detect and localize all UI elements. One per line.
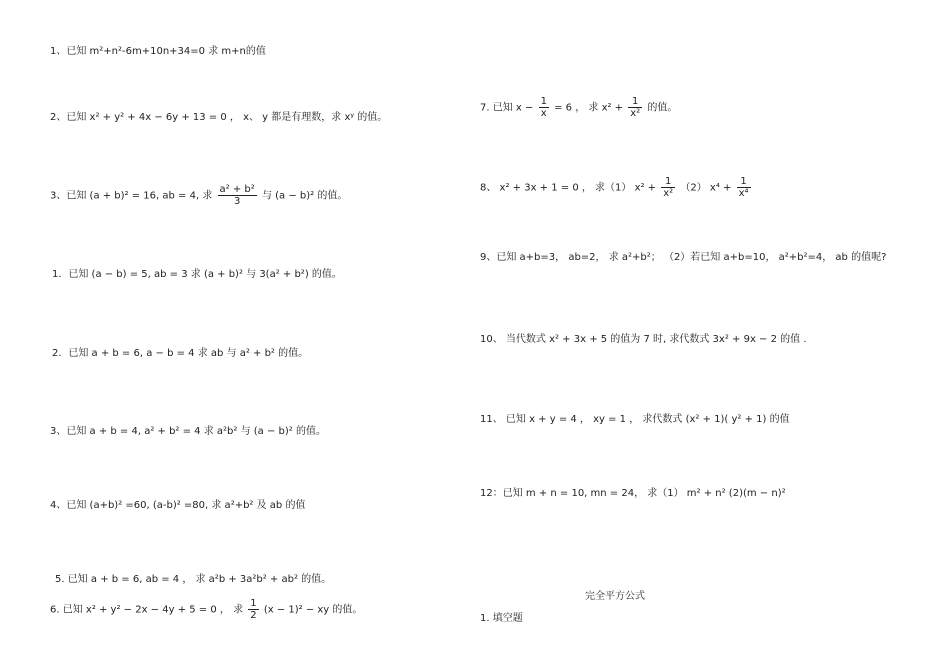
problem-7-fraction-a [539, 96, 549, 119]
problem-2: 2、已知 x² + y² + 4x − 6y + 13 = 0 ， x、 y 都是有理数，求 xʸ 的值。 [50, 112, 388, 123]
fraction-denominator: 3 [233, 196, 241, 207]
problem-4: 4、已知 (a+b)² =60, (a-b)² =80, 求 a²+b² 及 ab 的值 [50, 500, 306, 511]
problem-12: 12：已知 m + n = 10, mn = 24， 求（1） m² + n² (2)(m − n)² [480, 488, 786, 499]
problem-3-pre: 3、已知 (a + b)² = 16, ab = 4, 求 [50, 190, 213, 202]
fraction-numerator: 1 [661, 176, 675, 188]
fraction-denominator: x² [630, 108, 641, 119]
problem-3-fraction [218, 184, 257, 207]
problem-2b: 2．已知 a + b = 6, a − b = 4 求 ab 与 a² + b² 的值。 [52, 348, 309, 359]
problem-10: 10、 当代数式 x² + 3x + 5 的值为 7 时, 求代数式 3x² + 9x − 2 的值 . [480, 334, 807, 345]
problem-1: 1、已知 m²+n²-6m+10n+34=0 求 m+n的值 [50, 46, 266, 57]
section-title: 完全平方公式 [585, 591, 645, 602]
problem-7-mid: = 6 ， 求 x² + [554, 102, 624, 114]
fraction-numerator: 1 [628, 96, 642, 108]
problem-9: 9、已知 a+b=3， ab=2， 求 a²+b²； （2）若已知 a+b=10， a²+b²=4， ab 的值呢? [480, 252, 887, 263]
fraction-numerator: 1 [737, 176, 751, 188]
problem-8-fraction-b [737, 176, 751, 199]
problem-1b: 1．已知 (a − b) = 5, ab = 3 求 (a + b)² 与 3(a² + b²) 的值。 [52, 269, 342, 280]
problem-7-post: 的值。 [647, 102, 678, 114]
problem-8-mid: （2） x⁴ + [680, 182, 732, 194]
fraction-numerator: 1 [250, 598, 257, 609]
problem-6-post: (x − 1)² − xy 的值。 [263, 604, 363, 616]
fraction-numerator: a² + b² [219, 184, 255, 195]
section-item-fill-blank: 1. 填空题 [480, 613, 523, 624]
fraction-denominator: 2 [250, 610, 257, 621]
fraction-denominator: x [540, 108, 547, 119]
problem-8 [480, 176, 753, 199]
problem-7-fraction-b [628, 96, 642, 119]
problem-8-pre: 8、 x² + 3x + 1 = 0 ， 求（1） x² + [480, 182, 657, 194]
problem-3-post: 与 (a − b)² 的值。 [261, 190, 348, 202]
problem-8-fraction-a [661, 176, 675, 199]
problem-6-fraction [248, 598, 258, 621]
problem-5: 5. 已知 a + b = 6, ab = 4 ， 求 a²b + 3a²b² + ab² 的值。 [55, 574, 332, 585]
problem-6 [50, 598, 362, 621]
problem-3 [50, 184, 347, 207]
fraction-denominator: x⁴ [738, 188, 749, 199]
fraction-denominator: x² [663, 188, 674, 199]
problem-6-pre: 6. 已知 x² + y² − 2x − 4y + 5 = 0 ， 求 [50, 604, 244, 616]
problem-11: 11、 已知 x + y = 4 ， xy = 1 ， 求代数式 (x² + 1)( y² + 1) 的值 [480, 414, 790, 425]
problem-3b: 3、已知 a + b = 4, a² + b² = 4 求 a²b² 与 (a − b)² 的值。 [50, 426, 326, 437]
problem-7-pre: 7. 已知 x − [480, 102, 534, 114]
fraction-numerator: 1 [540, 96, 547, 107]
problem-7 [480, 96, 677, 119]
